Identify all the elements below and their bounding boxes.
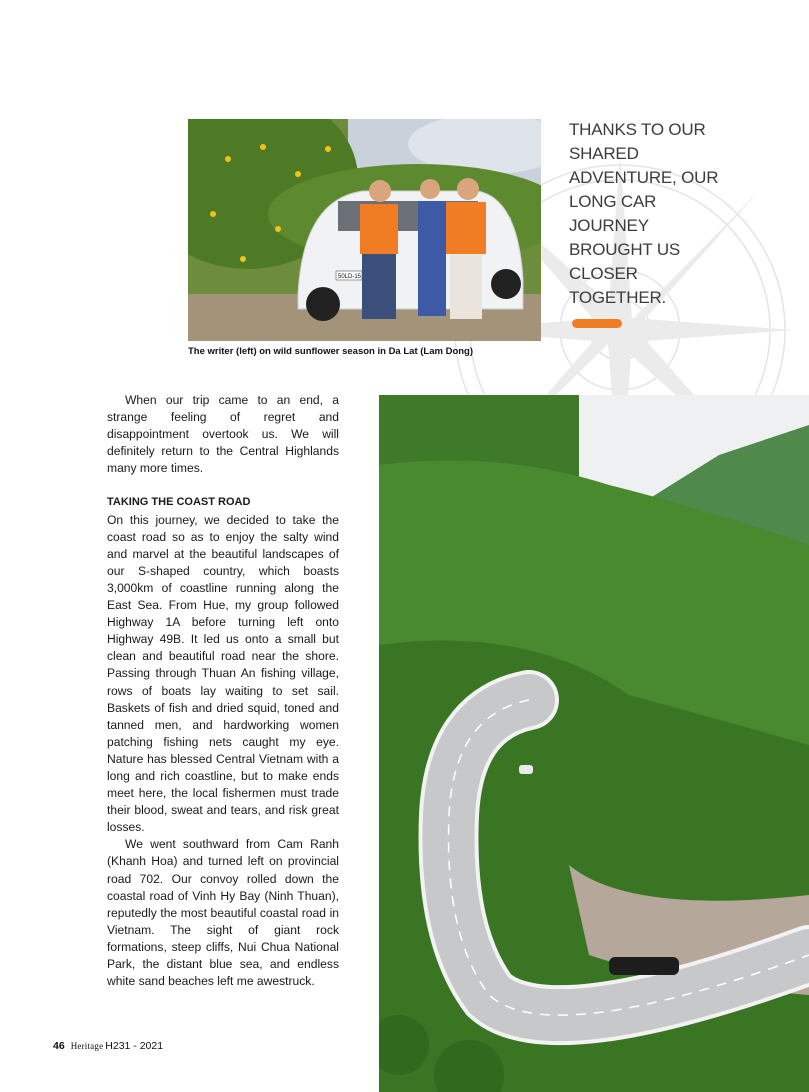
pull-quote-line: SHARED [569, 144, 639, 163]
pull-quote-line: LONG CAR [569, 192, 657, 211]
pull-quote-line: BROUGHT US [569, 240, 681, 259]
magazine-name: Heritage [70, 1041, 104, 1051]
page-number: 46 [53, 1040, 65, 1052]
article-body [107, 392, 339, 990]
article-paragraph: When our trip came to an end, a strange feeling of regret and disappointment overtook us. We will definitely return to the Central Highlands many more times. [107, 393, 339, 476]
article-paragraph: On this journey, we decided to take the coast road so as to enjoy the salty wind and marvel at the beautiful landscapes of our S-shaped country, which boasts 3,000km of coastline running along the East Sea. From Hue, my group followed Highway 1A before turning left onto Highway 49B. It led us onto a small but clean and beautiful road near the shore. Passing through Thuan An fishing village, rows of boats lay waiting to set sail. Baskets of fish and dried squid, toned and tanned men, and hardworking women patching fishing nets caught my eye. Nature has blessed Central Vietnam with a long and rich coastline, but to make ends meet here, the local fishermen must trade their blood, sweat and tears, and risk great losses. [107, 512, 339, 835]
photo-coastal-road [379, 395, 809, 1092]
pull-quote-line: JOURNEY [569, 216, 649, 235]
pull-quote-line: TOGETHER. [569, 288, 667, 307]
pull-quote-line: CLOSER [569, 264, 638, 283]
photo-caption: The writer (left) on wild sunflower season in Da Lat (Lam Dong) [188, 346, 474, 357]
accent-bar [572, 319, 622, 328]
pull-quote-line: THANKS TO OUR [569, 120, 706, 139]
pull-quote [569, 118, 739, 310]
page-footer [53, 1040, 163, 1052]
section-heading: TAKING THE COAST ROAD [107, 496, 251, 509]
issue-number: H231 - 2021 [105, 1040, 164, 1052]
photo-writer-with-car [188, 119, 541, 341]
license-plate: 50LD-15 [338, 274, 362, 280]
road-illustration [379, 395, 809, 1092]
article-paragraph: We went southward from Cam Ranh (Khanh Hoa) and turned left on provincial road 702. Our convoy rolled down the coastal road of Vinh Hy Bay (Ninh Thuan), reputedly the most beautiful coastal road in Vietnam. The sight of giant rock formations, steep cliffs, Nui Chua National Park, the distant blue sea, and endless white sand beaches left me awestruck. [107, 837, 339, 989]
pull-quote-line: ADVENTURE, OUR [569, 168, 719, 187]
photo-illustration [188, 119, 541, 341]
